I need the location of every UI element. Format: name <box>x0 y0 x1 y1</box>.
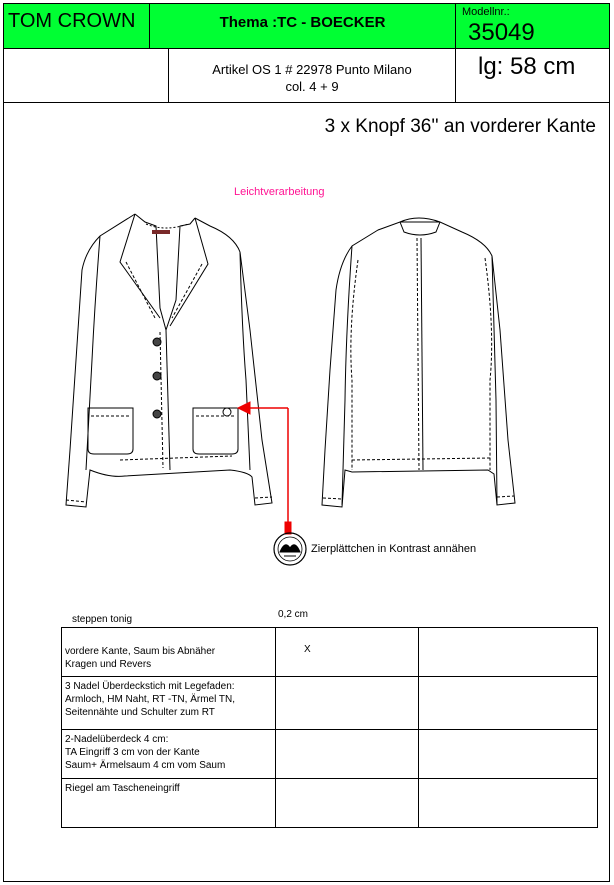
jacket-front-view <box>66 214 272 507</box>
spec-mark: X <box>304 644 311 655</box>
spec-description <box>62 779 276 828</box>
spec-line: Armloch, HM Naht, RT -TN, Ärmel TN, <box>65 694 236 705</box>
spec-mark-cell <box>276 779 419 828</box>
spec-description <box>62 677 276 730</box>
spec-line: Saum+ Ärmelsaum 4 cm vom Saum <box>65 760 226 771</box>
spec-line: Riegel am Tascheneingriff <box>65 783 180 794</box>
spec-caption: steppen tonig <box>72 614 133 625</box>
spec-line: Seitennähte und Schulter zum RT <box>65 707 215 718</box>
spec-mark-cell <box>276 628 419 677</box>
spec-line: Kragen und Revers <box>65 659 152 670</box>
theme-title: Thema :TC - BOECKER <box>219 14 386 31</box>
spec-line: vordere Kante, Saum bis Abnäher <box>65 646 216 657</box>
spec-mark-cell <box>276 677 419 730</box>
stitch-measure: 0,2 cm <box>278 609 309 620</box>
spec-empty-cell <box>419 730 598 779</box>
spec-mark-cell <box>276 730 419 779</box>
stitching-spec-table <box>61 627 598 828</box>
spec-line: TA Eingriff 3 cm von der Kante <box>65 747 200 758</box>
button-note: 3 x Knopf 36'' an vorderer Kante <box>324 116 596 137</box>
spec-empty-cell <box>419 779 598 828</box>
processing-note: Leichtverarbeitung <box>234 186 325 198</box>
table-row <box>62 677 598 730</box>
table-row <box>62 730 598 779</box>
decoration-note: Zierplättchen in Kontrast annähen <box>311 543 477 555</box>
spec-description <box>62 730 276 779</box>
model-number-label: Modellnr.: <box>462 6 510 18</box>
garment-length: lg: 58 cm <box>478 53 576 80</box>
model-number: 35049 <box>468 19 535 46</box>
spec-empty-cell <box>419 628 598 677</box>
spec-description <box>62 628 276 677</box>
spec-line: 3 Nadel Überdeckstich mit Legefaden: <box>65 681 235 692</box>
table-row <box>62 628 598 677</box>
table-row <box>62 779 598 828</box>
brand-name: TOM CROWN <box>8 10 136 32</box>
jacket-back-view <box>322 218 515 507</box>
spec-empty-cell <box>419 677 598 730</box>
spec-line: 2-Nadelüberdeck 4 cm: <box>65 734 169 745</box>
article-line-1: Artikel OS 1 # 22978 Punto Milano <box>212 62 412 77</box>
article-line-2: col. 4 + 9 <box>285 79 339 94</box>
